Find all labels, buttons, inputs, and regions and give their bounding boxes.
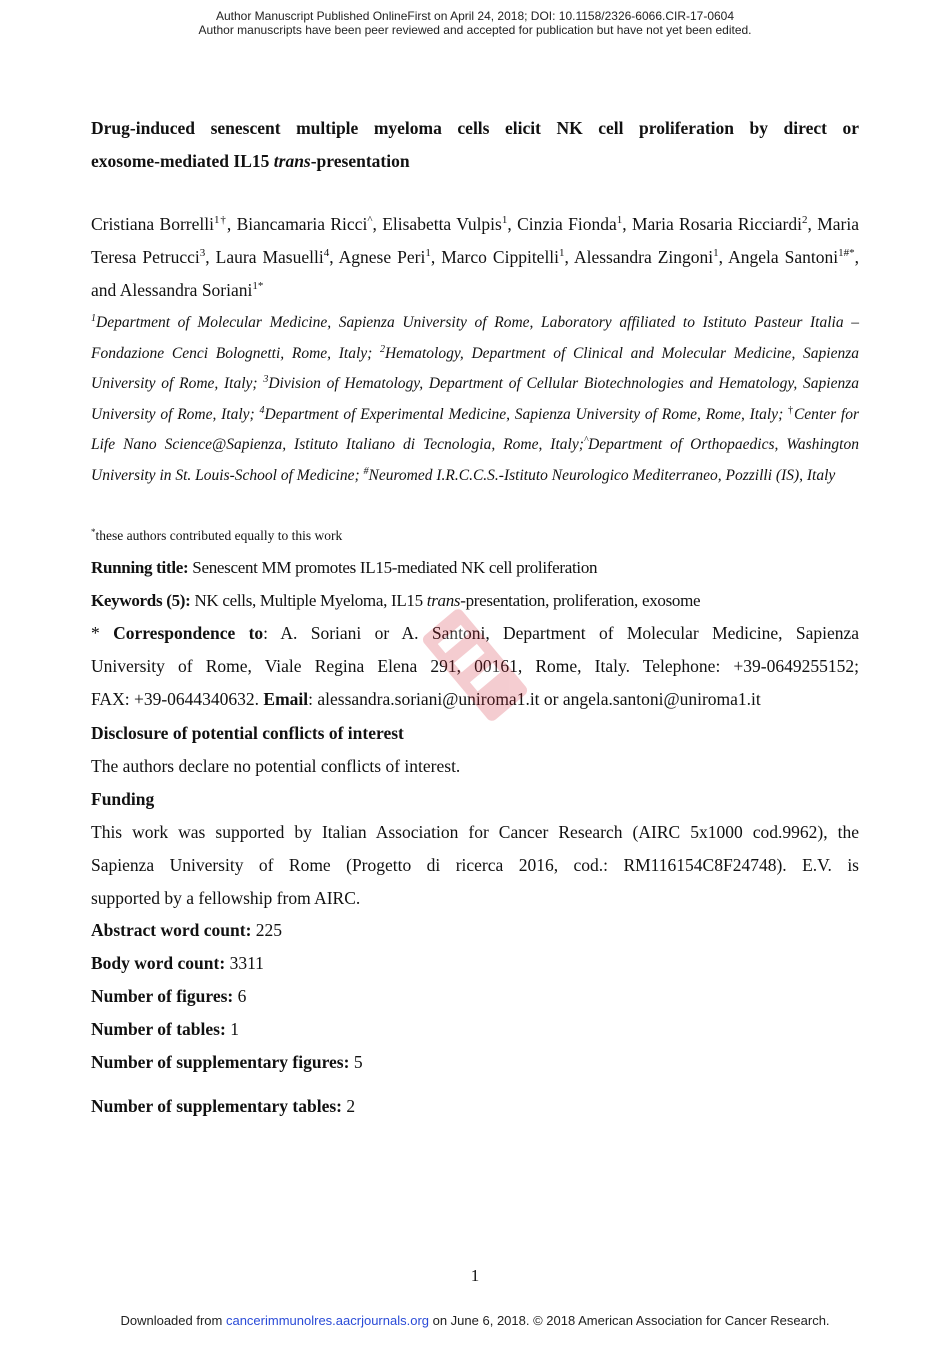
affiliation-mark: 3 — [263, 374, 269, 385]
correspondence-line-2: University of Rome, Viale Regina Elena 291, 00161, Rome, Italy. Telephone: +39-0649255152; — [91, 656, 859, 676]
author-affiliation-mark: 1 — [559, 247, 565, 259]
affiliation-text: Department of Molecular Medicine, Sapienza University of Rome, Laboratory affiliated to Istituto Pasteur Italia – Fondazione Cenci Bolognetti, Rome, Italy; — [91, 314, 859, 362]
affiliation-mark: ^ — [583, 435, 589, 446]
affiliation-mark: 1 — [91, 313, 96, 324]
author-name: Alessandra Zingoni — [573, 247, 714, 267]
funding-heading — [91, 783, 859, 816]
affiliation-mark: 2 — [379, 343, 385, 355]
author-affiliation-mark: 1 — [501, 214, 508, 226]
author-affiliation-mark: 1 — [616, 214, 623, 226]
title-line-2-pre: exosome-mediated IL15 — [91, 151, 274, 171]
author-name: Angela Santoni — [728, 247, 839, 267]
supplementary-figure-count — [91, 1046, 363, 1079]
footer-post: on June 6, 2018. © 2018 American Association for Cancer Research. — [429, 1313, 830, 1328]
author-name: Cristiana Borrelli — [91, 214, 214, 234]
author-affiliation-mark: 1† — [213, 214, 227, 226]
affiliation-text: Center for Life Nano Science@Sapienza, Istituto Italiano di Tecnologia, Rome, Italy; — [91, 405, 859, 453]
funding-text — [91, 816, 859, 915]
author — [574, 247, 719, 267]
equal-mark: * — [91, 527, 96, 537]
count-value: 225 — [251, 920, 283, 940]
funding-line-1: This work was supported by Italian Association for Cancer Research (AIRC 5x1000 cod.9962), the — [91, 822, 859, 842]
count-value: 2 — [342, 1096, 356, 1116]
affiliation-text: Division of Hematology, Department of Cellular Biotechnologies and Hematology, Sapienza University of Rome, Italy; — [91, 375, 859, 423]
author-affiliation-mark: 4 — [323, 247, 330, 259]
count-label: Abstract word count: — [91, 920, 252, 940]
affiliation-mark: 4 — [259, 404, 265, 416]
disclosure-heading-text: Disclosure of potential conflicts of interest — [91, 723, 404, 743]
author-name: Maria Rosaria Ricciardi — [631, 214, 802, 234]
author-name: Agnese Peri — [338, 247, 426, 267]
author-affiliation-mark: 1 — [425, 247, 431, 259]
author — [216, 247, 330, 267]
funding-line-2: Sapienza University of Rome (Progetto di ricerca 2016, cod.: RM116154C8F24748). E.V. is — [91, 855, 859, 875]
affiliations — [91, 308, 859, 491]
author-list: Cristiana Borrelli$^{1\dagger}$, Biancamaria Ricci^, Elisabetta Vulpis$^1$, Cinzia Fionda$^1$, Maria Rosaria Ricciardi$^2$, Maria Teresa Petrucci$^3$, Laura Masuelli$^4$, Agnese Peri$^1$, Marco Cippitelli$^1$, Alessandra Zingoni$^1$, Angela Santoni$^{1\#*}$, and Alessandra Soriani$^{1*}$ — [91, 214, 860, 300]
author-name: Elisabetta Vulpis — [382, 214, 502, 234]
author — [382, 214, 507, 234]
author-affiliation-mark: 3 — [199, 247, 206, 259]
count-label: Number of tables: — [91, 1019, 226, 1039]
affiliation-text: Department of Experimental Medicine, Sapienza University of Rome, Rome, Italy; — [264, 405, 789, 423]
author-affiliation-mark: 1#* — [838, 247, 855, 259]
keywords-post: -presentation, proliferation, exosome — [460, 591, 701, 610]
running-title-label: Running title: — [91, 558, 189, 577]
page-number: 1 — [470, 1266, 480, 1285]
count-value: 1 — [225, 1019, 239, 1039]
affiliation-mark: † — [788, 404, 794, 416]
correspondence-label: Correspondence to — [113, 623, 264, 643]
running-title-text: Senescent MM promotes IL15-mediated NK cell proliferation — [188, 558, 598, 577]
author-name: Laura Masuelli — [215, 247, 324, 267]
banner-line-1: Author Manuscript Published OnlineFirst on April 24, 2018; DOI: 10.1158/2326-6066.CIR-17-0604 — [215, 9, 735, 23]
keywords-italic: trans — [426, 591, 461, 610]
author-affiliation-mark: 1 — [713, 247, 719, 259]
count-value: 6 — [233, 986, 247, 1006]
correspondence — [91, 617, 859, 716]
author — [120, 280, 264, 300]
author — [91, 214, 227, 234]
correspondence-line-3-pre: FAX: +39-0644340632. — [91, 689, 264, 709]
count-label: Number of supplementary tables: — [91, 1096, 342, 1116]
count-label: Number of supplementary figures: — [91, 1052, 350, 1072]
equal-contribution-note — [91, 527, 859, 545]
email-label: Email — [263, 689, 309, 709]
body-word-count — [91, 947, 264, 980]
author — [237, 214, 373, 234]
correspondence-star: * — [91, 623, 114, 643]
author-name: Cinzia Fionda — [517, 214, 617, 234]
author-name: Marco Cippitelli — [441, 247, 560, 267]
keywords-label: Keywords (5): — [91, 591, 191, 610]
affiliation-text: Neuromed I.R.C.C.S.-Istituto Neurologico Mediterraneo, Pozzilli (IS), Italy — [368, 466, 836, 484]
keywords-pre: NK cells, Multiple Myeloma, IL15 — [190, 591, 427, 610]
author — [632, 214, 808, 234]
author-name: Alessandra Soriani — [119, 280, 253, 300]
correspondence-line-1 — [91, 617, 859, 650]
title-line-1: Drug-induced senescent multiple myeloma cells elicit NK cell proliferation by direct or — [91, 118, 859, 138]
author — [517, 214, 622, 234]
footer-pre: Downloaded from — [120, 1313, 226, 1328]
journal-link[interactable]: cancerimmunolres.aacrjournals.org — [225, 1313, 429, 1328]
manuscript-banner — [0, 9, 950, 37]
funding-line-3: supported by a fellowship from AIRC. — [91, 888, 361, 908]
supplementary-table-count — [91, 1090, 355, 1123]
running-title — [91, 551, 859, 584]
author-affiliation-mark: ^ — [367, 214, 373, 226]
correspondence-line-1-rest: : A. Soriani or A. Santoni, Department of Molecular Medicine, Sapienza — [263, 623, 860, 643]
abstract-word-count — [91, 914, 282, 947]
author — [441, 247, 564, 267]
disclosure-text: The authors declare no potential conflicts of interest. — [91, 756, 461, 776]
count-label: Number of figures: — [91, 986, 234, 1006]
author-affiliation-mark: 2 — [802, 214, 808, 226]
count-label: Body word count: — [91, 953, 226, 973]
funding-heading-text: Funding — [91, 789, 155, 809]
equal-text: these authors contributed equally to this work — [95, 528, 343, 543]
author — [339, 247, 431, 267]
count-value: 3311 — [225, 953, 264, 973]
affiliation-text: Hematology, Department of Clinical and Molecular Medicine, Sapienza University of Rome, Italy; — [91, 344, 859, 392]
affiliation-mark: # — [363, 465, 369, 477]
keywords — [91, 584, 859, 617]
figure-count — [91, 980, 246, 1013]
count-value: 5 — [349, 1052, 363, 1072]
paper-title — [91, 112, 859, 178]
author-name: Biancamaria Ricci — [236, 214, 368, 234]
email-addresses: : alessandra.soriani@uniroma1.it or angela.santoni@uniroma1.it — [308, 689, 761, 709]
download-footer — [0, 1313, 950, 1328]
title-line-2-post: -presentation — [310, 151, 410, 171]
affiliation-text: Department of Orthopaedics, Washington University in St. Louis-School of Medicine; — [91, 436, 859, 484]
author-name: Maria Teresa Petrucci — [91, 214, 860, 267]
table-count — [91, 1013, 239, 1046]
title-italic: trans — [273, 151, 311, 171]
author — [728, 247, 855, 267]
author-affiliation-mark: 1* — [252, 280, 264, 292]
banner-line-2: Author manuscripts have been peer reviewed and accepted for publication but have not yet been edited. — [198, 23, 752, 37]
disclosure-heading — [91, 717, 859, 750]
